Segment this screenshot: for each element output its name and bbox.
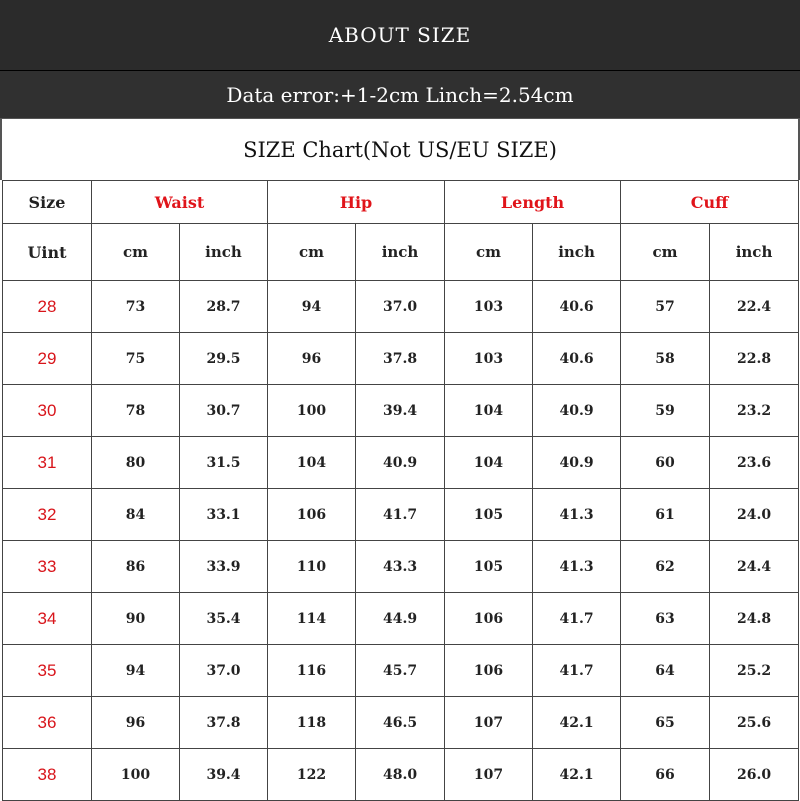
unit-header-cell: cm bbox=[621, 224, 710, 281]
measurement-cell: 37.8 bbox=[180, 697, 268, 749]
measurement-cell: 114 bbox=[268, 593, 356, 645]
measurement-cell: 100 bbox=[92, 749, 180, 801]
size-value-cell: 36 bbox=[3, 697, 92, 749]
measurement-cell: 28.7 bbox=[180, 281, 268, 333]
measurement-cell: 94 bbox=[92, 645, 180, 697]
unit-header-cell: inch bbox=[356, 224, 445, 281]
measurement-cell: 37.0 bbox=[356, 281, 445, 333]
measurement-cell: 35.4 bbox=[180, 593, 268, 645]
data-error-note: Data error:+1-2cm Linch=2.54cm bbox=[0, 70, 800, 118]
unit-header-cell: cm bbox=[268, 224, 356, 281]
table-row bbox=[3, 281, 799, 333]
table-row bbox=[3, 697, 799, 749]
measurement-cell: 37.0 bbox=[180, 645, 268, 697]
group-header-length: Length bbox=[445, 181, 621, 224]
size-value-cell: 30 bbox=[3, 385, 92, 437]
measurement-cell: 106 bbox=[445, 593, 533, 645]
unit-header-row bbox=[3, 224, 799, 281]
measurement-cell: 104 bbox=[445, 385, 533, 437]
size-chart-table bbox=[2, 180, 799, 801]
unit-header-cell: cm bbox=[92, 224, 180, 281]
measurement-cell: 106 bbox=[445, 645, 533, 697]
measurement-cell: 80 bbox=[92, 437, 180, 489]
measurement-cell: 116 bbox=[268, 645, 356, 697]
size-value-cell: 35 bbox=[3, 645, 92, 697]
measurement-cell: 104 bbox=[445, 437, 533, 489]
page-title: ABOUT SIZE bbox=[0, 0, 800, 70]
measurement-cell: 41.7 bbox=[533, 593, 621, 645]
measurement-cell: 94 bbox=[268, 281, 356, 333]
size-value-cell: 33 bbox=[3, 541, 92, 593]
measurement-cell: 29.5 bbox=[180, 333, 268, 385]
table-row bbox=[3, 541, 799, 593]
measurement-cell: 107 bbox=[445, 749, 533, 801]
measurement-cell: 75 bbox=[92, 333, 180, 385]
measurement-cell: 41.3 bbox=[533, 489, 621, 541]
measurement-cell: 59 bbox=[621, 385, 710, 437]
measurement-cell: 105 bbox=[445, 489, 533, 541]
measurement-cell: 43.3 bbox=[356, 541, 445, 593]
measurement-cell: 23.6 bbox=[710, 437, 799, 489]
measurement-cell: 100 bbox=[268, 385, 356, 437]
table-row bbox=[3, 593, 799, 645]
measurement-cell: 84 bbox=[92, 489, 180, 541]
size-value-cell: 32 bbox=[3, 489, 92, 541]
measurement-cell: 105 bbox=[445, 541, 533, 593]
measurement-cell: 104 bbox=[268, 437, 356, 489]
unit-header-cell: inch bbox=[180, 224, 268, 281]
group-header-waist: Waist bbox=[92, 181, 268, 224]
measurement-cell: 42.1 bbox=[533, 749, 621, 801]
measurement-cell: 110 bbox=[268, 541, 356, 593]
measurement-cell: 40.9 bbox=[356, 437, 445, 489]
measurement-cell: 48.0 bbox=[356, 749, 445, 801]
measurement-cell: 41.7 bbox=[533, 645, 621, 697]
measurement-cell: 62 bbox=[621, 541, 710, 593]
measurement-cell: 24.4 bbox=[710, 541, 799, 593]
measurement-cell: 60 bbox=[621, 437, 710, 489]
table-row bbox=[3, 749, 799, 801]
size-value-cell: 28 bbox=[3, 281, 92, 333]
measurement-cell: 57 bbox=[621, 281, 710, 333]
measurement-cell: 46.5 bbox=[356, 697, 445, 749]
measurement-cell: 103 bbox=[445, 333, 533, 385]
measurement-cell: 24.0 bbox=[710, 489, 799, 541]
measurement-cell: 25.2 bbox=[710, 645, 799, 697]
measurement-cell: 39.4 bbox=[180, 749, 268, 801]
measurement-cell: 39.4 bbox=[356, 385, 445, 437]
measurement-cell: 44.9 bbox=[356, 593, 445, 645]
measurement-cell: 66 bbox=[621, 749, 710, 801]
unit-header-cell: inch bbox=[710, 224, 799, 281]
group-header-hip: Hip bbox=[268, 181, 445, 224]
measurement-cell: 65 bbox=[621, 697, 710, 749]
measurement-cell: 64 bbox=[621, 645, 710, 697]
size-value-cell: 38 bbox=[3, 749, 92, 801]
measurement-cell: 106 bbox=[268, 489, 356, 541]
measurement-cell: 96 bbox=[268, 333, 356, 385]
measurement-cell: 30.7 bbox=[180, 385, 268, 437]
measurement-cell: 33.1 bbox=[180, 489, 268, 541]
measurement-cell: 90 bbox=[92, 593, 180, 645]
measurement-cell: 41.7 bbox=[356, 489, 445, 541]
table-body bbox=[3, 181, 799, 801]
measurement-cell: 24.8 bbox=[710, 593, 799, 645]
table-row bbox=[3, 333, 799, 385]
measurement-cell: 118 bbox=[268, 697, 356, 749]
measurement-cell: 25.6 bbox=[710, 697, 799, 749]
size-value-cell: 29 bbox=[3, 333, 92, 385]
size-value-cell: 31 bbox=[3, 437, 92, 489]
unit-header-cell: inch bbox=[533, 224, 621, 281]
measurement-cell: 96 bbox=[92, 697, 180, 749]
measurement-cell: 58 bbox=[621, 333, 710, 385]
measurement-cell: 40.9 bbox=[533, 385, 621, 437]
measurement-cell: 78 bbox=[92, 385, 180, 437]
unit-header-cell: cm bbox=[445, 224, 533, 281]
size-header-label: Size bbox=[3, 181, 92, 224]
measurement-cell: 61 bbox=[621, 489, 710, 541]
table-row bbox=[3, 645, 799, 697]
measurement-cell: 26.0 bbox=[710, 749, 799, 801]
measurement-cell: 73 bbox=[92, 281, 180, 333]
measurement-cell: 23.2 bbox=[710, 385, 799, 437]
measurement-cell: 103 bbox=[445, 281, 533, 333]
measurement-cell: 41.3 bbox=[533, 541, 621, 593]
measurement-cell: 40.6 bbox=[533, 333, 621, 385]
measurement-cell: 33.9 bbox=[180, 541, 268, 593]
measurement-cell: 40.9 bbox=[533, 437, 621, 489]
measurement-cell: 42.1 bbox=[533, 697, 621, 749]
table-row bbox=[3, 489, 799, 541]
measurement-cell: 31.5 bbox=[180, 437, 268, 489]
measurement-cell: 22.8 bbox=[710, 333, 799, 385]
chart-title: SIZE Chart(Not US/EU SIZE) bbox=[0, 118, 800, 180]
measurement-cell: 40.6 bbox=[533, 281, 621, 333]
group-header-row bbox=[3, 181, 799, 224]
size-value-cell: 34 bbox=[3, 593, 92, 645]
measurement-cell: 45.7 bbox=[356, 645, 445, 697]
table-row bbox=[3, 437, 799, 489]
measurement-cell: 37.8 bbox=[356, 333, 445, 385]
measurement-cell: 122 bbox=[268, 749, 356, 801]
measurement-cell: 107 bbox=[445, 697, 533, 749]
group-header-cuff: Cuff bbox=[621, 181, 799, 224]
measurement-cell: 86 bbox=[92, 541, 180, 593]
unit-header-label: Uint bbox=[3, 224, 92, 281]
table-row bbox=[3, 385, 799, 437]
measurement-cell: 22.4 bbox=[710, 281, 799, 333]
measurement-cell: 63 bbox=[621, 593, 710, 645]
